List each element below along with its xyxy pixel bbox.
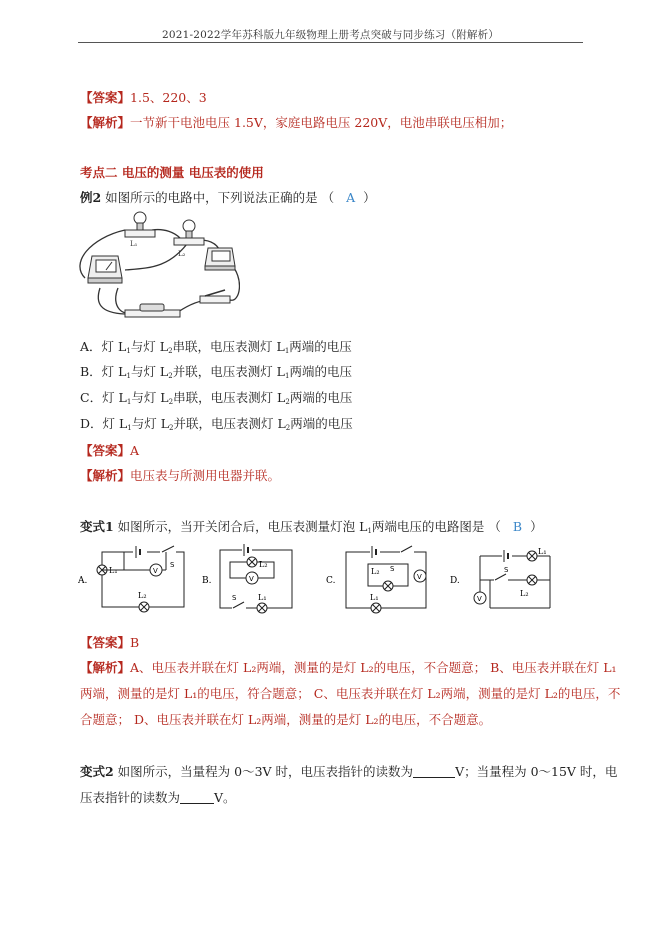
analysis-2 <box>80 466 280 484</box>
answer-text: 1.5、220、3 <box>130 90 207 105</box>
variant-label: 变式2 <box>80 764 114 779</box>
example-2-question <box>80 188 376 206</box>
option-text: 与灯 L <box>130 364 169 379</box>
option-d <box>80 414 353 432</box>
circuit-a <box>78 542 190 614</box>
voltmeter-label: V <box>153 567 158 575</box>
fig-label-l2: L₂ <box>178 250 186 258</box>
circuit-label: L₁ <box>109 566 118 575</box>
option-sub: 1 <box>126 347 131 355</box>
option-a <box>80 337 352 355</box>
analysis-1 <box>80 113 512 131</box>
option-text: 并联，电压表测灯 L <box>172 364 285 379</box>
circuit-label: L₂ <box>138 591 147 600</box>
analysis-text: 一节新干电池电压 1.5V，家庭电路电压 220V，电池串联电压相加； <box>130 115 513 130</box>
question-sub: 1 <box>367 527 372 535</box>
option-text: 串联，电压表测灯 L <box>172 339 285 354</box>
option-sub: 1 <box>126 398 132 406</box>
option-sub: 2 <box>285 424 291 432</box>
option-text: 与灯 L <box>131 390 169 405</box>
voltmeter-label: V <box>477 595 482 603</box>
option-text: 两端的电压 <box>289 390 353 405</box>
answer-text: B <box>130 635 140 650</box>
option-sub: 1 <box>284 347 290 355</box>
switch-label: S <box>504 566 509 574</box>
circuit-apparatus-figure <box>70 208 240 326</box>
answer-tag: 【答案】 <box>80 90 131 105</box>
answer-tag: 【答案】 <box>80 635 131 650</box>
analysis-3-line-2: 两端，测量的是灯 L₁的电压，符合题意； C、电压表并联在灯 L₂两端，测量的是灯 L₂的电压，不 <box>80 686 621 701</box>
question-text: V。 <box>214 790 236 805</box>
answer-blank-1[interactable] <box>413 765 455 778</box>
analysis-tag: 【解析】 <box>80 660 131 675</box>
option-text: A．灯 L <box>80 339 127 354</box>
analysis-3-line-3: 合题意； D、电压表并联在灯 L₂两端，测量的是灯 L₂的电压，不合题意。 <box>80 712 492 727</box>
circuit-label: L₁ <box>370 593 379 602</box>
circuit-c <box>326 542 436 614</box>
circuit-letter: D. <box>450 576 460 586</box>
close-paren: ） <box>530 519 543 534</box>
option-text: D．灯 L <box>80 416 128 431</box>
answer-1 <box>80 88 207 106</box>
circuit-label: L₂ <box>259 560 268 569</box>
option-text: 并联，电压表测灯 L <box>173 416 286 431</box>
answer-text: A <box>130 443 140 458</box>
option-b <box>80 362 352 380</box>
variant-2-line-1 <box>80 762 617 780</box>
variant-2-line-2 <box>80 788 236 806</box>
question-text: 如图所示，当开关闭合后，电压表测量灯泡 L <box>113 519 368 534</box>
circuit-letter: A. <box>78 576 88 586</box>
analysis-tag: 【解析】 <box>80 115 131 130</box>
fig-label-l1: L₁ <box>130 240 138 248</box>
example-answer: A <box>346 190 356 205</box>
analysis-tag: 【解析】 <box>80 468 131 483</box>
option-text: 与灯 L <box>131 416 170 431</box>
option-text: C．灯 L <box>80 390 127 405</box>
question-text: V；当量程为 0～15V 时，电 <box>455 764 618 779</box>
answer-2 <box>80 441 139 459</box>
switch-label: S <box>232 594 237 602</box>
answer-tag: 【答案】 <box>80 443 131 458</box>
circuit-label: L₂ <box>520 589 529 598</box>
option-sub: 2 <box>169 424 174 432</box>
option-text: B．灯 L <box>80 364 127 379</box>
option-sub: 2 <box>168 347 173 355</box>
circuit-label: L₂ <box>371 567 380 576</box>
answer-3 <box>80 633 139 651</box>
close-paren: ） <box>363 190 376 205</box>
variant-answer: B <box>512 519 523 534</box>
question-text: 如图所示，当量程为 0～3V 时，电压表指针的读数为 <box>113 764 414 779</box>
circuit-b <box>202 542 302 614</box>
analysis-text: 电压表与所测用电器并联。 <box>130 468 281 483</box>
option-sub: 1 <box>127 424 132 432</box>
question-text: 如图所示的电路中，下列说法正确的是 （ <box>101 190 335 205</box>
circuit-letter: C. <box>326 576 336 586</box>
option-c <box>80 388 352 406</box>
voltmeter-label: V <box>249 575 254 583</box>
question-text: 两端电压的电路图是 （ <box>371 519 501 534</box>
answer-blank-2[interactable] <box>180 791 214 804</box>
section-title: 考点二 电压的测量 电压表的使用 <box>80 165 264 180</box>
option-sub: 2 <box>285 398 290 406</box>
circuit-d <box>450 542 560 614</box>
option-sub: 1 <box>126 372 131 380</box>
header-rule <box>78 42 583 43</box>
circuit-letter: B. <box>202 576 212 586</box>
variant-label: 变式1 <box>80 519 114 534</box>
question-text: 压表指针的读数为 <box>80 790 181 805</box>
circuit-label: L₁ <box>538 547 547 556</box>
page-header: 2021-2022学年苏科版九年级物理上册考点突破与同步练习（附解析） <box>162 29 499 41</box>
option-text: 两端的电压 <box>289 364 352 379</box>
voltmeter-label: V <box>417 573 422 581</box>
option-sub: 1 <box>284 372 290 380</box>
example-label: 例2 <box>80 190 102 205</box>
variant-1-question <box>80 517 543 535</box>
switch-label: S <box>170 561 175 569</box>
option-sub: 2 <box>168 398 174 406</box>
analysis-3-line-1 <box>80 658 617 676</box>
option-text: 两端的电压 <box>289 339 352 354</box>
switch-label: S <box>390 565 395 573</box>
option-text: 串联，电压表测灯 L <box>173 390 286 405</box>
option-text: 与灯 L <box>130 339 169 354</box>
option-sub: 2 <box>168 372 173 380</box>
analysis-text: A、电压表并联在灯 L₂两端，测量的是灯 L₂的电压，不合题意； B、电压表并联在灯 L₁ <box>130 660 617 675</box>
circuit-label: L₁ <box>258 593 267 602</box>
option-text: 两端的电压 <box>290 416 353 431</box>
